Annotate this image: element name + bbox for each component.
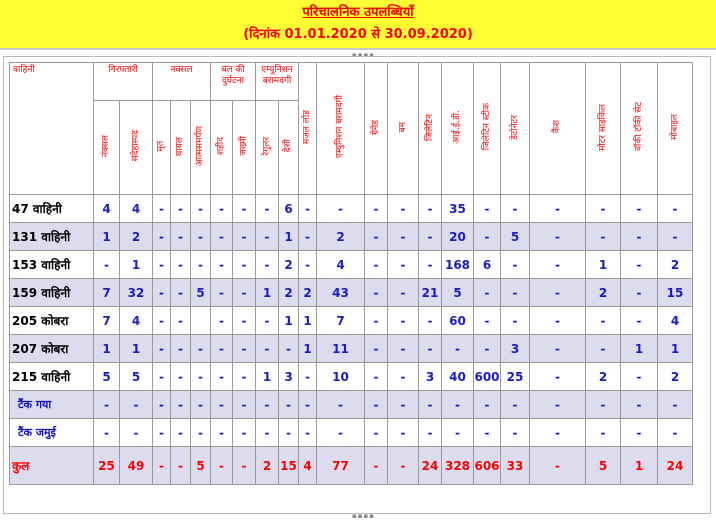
table-cell: - (153, 419, 171, 447)
table-cell: - (365, 363, 388, 391)
table-cell: 5 (501, 223, 530, 251)
table-row (10, 419, 693, 447)
row-label: टैंक गया (10, 391, 94, 419)
table-cell: - (171, 419, 191, 447)
table-cell: 5 (442, 279, 474, 307)
table-cell: 1 (279, 307, 299, 335)
row-label: 153 वाहिनी (10, 251, 94, 279)
table-cell: 10 (317, 363, 365, 391)
table-cell: - (586, 195, 621, 223)
total-cell: 5 (586, 447, 621, 485)
total-cell: 1 (621, 447, 658, 485)
table-cell: 1 (299, 307, 317, 335)
table-cell: 21 (419, 279, 442, 307)
table-cell: - (191, 251, 211, 279)
table-cell: - (621, 419, 658, 447)
col-header-17: डेटोनेटर (501, 63, 530, 195)
table-cell: - (388, 251, 419, 279)
table-cell: - (299, 223, 317, 251)
row-label: 207 कोबरा (10, 335, 94, 363)
table-cell: 1 (279, 223, 299, 251)
table-cell: - (233, 419, 256, 447)
table-cell: - (388, 307, 419, 335)
table-cell: - (94, 391, 120, 419)
table-cell: 1 (94, 335, 120, 363)
col-header-12: ग्रेनेड (365, 63, 388, 195)
table-cell: - (365, 335, 388, 363)
table-cell: - (299, 363, 317, 391)
total-cell: - (153, 447, 171, 485)
table-cell: 7 (94, 307, 120, 335)
table-cell: - (171, 307, 191, 335)
table-cell: - (530, 279, 586, 307)
table-cell: - (365, 279, 388, 307)
total-cell: 606 (474, 447, 501, 485)
table-cell (191, 307, 211, 335)
table-cell: - (191, 195, 211, 223)
table-cell: - (388, 419, 419, 447)
table-cell: - (530, 419, 586, 447)
table-cell: 1 (120, 335, 153, 363)
total-cell: - (211, 447, 233, 485)
table-cell: - (474, 307, 501, 335)
table-cell: - (233, 335, 256, 363)
table-cell: - (153, 223, 171, 251)
title-banner (0, 0, 716, 50)
table-cell: - (233, 307, 256, 335)
table-row (10, 307, 693, 335)
table-cell: - (94, 419, 120, 447)
table-cell: 7 (317, 307, 365, 335)
table-cell: 2 (279, 251, 299, 279)
table-cell: 600 (474, 363, 501, 391)
table-cell: 1 (586, 251, 621, 279)
table-cell: 40 (442, 363, 474, 391)
table-cell: - (233, 251, 256, 279)
table-row (10, 363, 693, 391)
table-cell: - (586, 419, 621, 447)
table-cell: 11 (317, 335, 365, 363)
table-cell: - (299, 391, 317, 419)
table-cell: - (211, 307, 233, 335)
table-cell: 1 (256, 363, 279, 391)
table-cell: 4 (120, 195, 153, 223)
table-cell: - (474, 335, 501, 363)
table-cell: - (530, 363, 586, 391)
table-cell: 4 (120, 307, 153, 335)
total-cell: 4 (299, 447, 317, 485)
table-cell: - (501, 307, 530, 335)
table-cell: - (233, 391, 256, 419)
total-cell: 5 (191, 447, 211, 485)
table-cell: - (279, 419, 299, 447)
table-cell: - (171, 223, 191, 251)
table-row (10, 251, 693, 279)
col-header-1: नक्सल (94, 101, 120, 195)
table-cell: - (586, 307, 621, 335)
total-cell: 25 (94, 447, 120, 485)
table-cell: - (621, 195, 658, 223)
table-cell: - (658, 223, 693, 251)
table-cell: 1 (256, 279, 279, 307)
col-header-18: कैश (530, 63, 586, 195)
table-cell: - (233, 223, 256, 251)
table-cell: - (621, 251, 658, 279)
table-cell: - (621, 307, 658, 335)
table-cell: - (442, 419, 474, 447)
col-header-7: जख्मी (233, 101, 256, 195)
table-cell: 25 (501, 363, 530, 391)
table-cell: 5 (120, 363, 153, 391)
table-cell: - (299, 195, 317, 223)
table-cell: - (171, 335, 191, 363)
table-cell: - (256, 251, 279, 279)
table-cell: 6 (474, 251, 501, 279)
table-cell: - (586, 223, 621, 251)
table-cell: - (474, 279, 501, 307)
total-cell: - (171, 447, 191, 485)
table-cell: - (153, 335, 171, 363)
table-cell: - (211, 251, 233, 279)
table-cell: - (621, 279, 658, 307)
table-cell: - (530, 195, 586, 223)
total-cell: 49 (120, 447, 153, 485)
table-cell: - (211, 279, 233, 307)
table-cell: - (256, 195, 279, 223)
col-header-19: मोटर साइकिल (586, 63, 621, 195)
table-cell: - (120, 391, 153, 419)
col-header-5: आत्मसमर्पण (191, 101, 211, 195)
table-row (10, 335, 693, 363)
table-cell: 60 (442, 307, 474, 335)
row-label: 215 वाहिनी (10, 363, 94, 391)
resize-handle-bottom[interactable]: ▪▪▪▪ (352, 512, 375, 520)
table-cell: - (299, 251, 317, 279)
table-cell: - (586, 335, 621, 363)
table-cell: - (442, 391, 474, 419)
col-header-20: वॉकी टॉकी सेट (621, 63, 658, 195)
col-header-6: शहीद (211, 101, 233, 195)
table-cell: - (419, 195, 442, 223)
table-cell: 2 (279, 279, 299, 307)
table-cell: - (530, 391, 586, 419)
row-label: 205 कोबरा (10, 307, 94, 335)
table-cell: - (153, 279, 171, 307)
table-cell: - (120, 419, 153, 447)
table-cell: - (256, 419, 279, 447)
table-cell: - (191, 223, 211, 251)
arrest-group-header: गिरफ्तारी (94, 63, 153, 101)
table-cell: 5 (191, 279, 211, 307)
table-cell: - (419, 307, 442, 335)
table-cell: - (191, 363, 211, 391)
table-cell: 3 (501, 335, 530, 363)
table-cell: - (317, 391, 365, 419)
table-row (10, 195, 693, 223)
table-cell: - (279, 335, 299, 363)
table-cell: - (153, 391, 171, 419)
table-cell: 43 (317, 279, 365, 307)
table-cell: - (474, 223, 501, 251)
table-cell: 2 (317, 223, 365, 251)
table-cell: 2 (120, 223, 153, 251)
row-label: टैंक जमुई (10, 419, 94, 447)
table-cell: 35 (442, 195, 474, 223)
table-cell: - (256, 391, 279, 419)
table-cell: - (171, 279, 191, 307)
table-cell: - (317, 195, 365, 223)
table-cell: - (317, 419, 365, 447)
table-cell: 3 (419, 363, 442, 391)
table-cell: - (474, 419, 501, 447)
table-cell: 3 (279, 363, 299, 391)
table-cell: - (171, 195, 191, 223)
col-header-10: मजल लोड (299, 63, 317, 195)
table-cell: - (501, 251, 530, 279)
table-cell: - (211, 223, 233, 251)
table-cell: - (171, 391, 191, 419)
table-cell: - (211, 195, 233, 223)
table-cell: 20 (442, 223, 474, 251)
table-cell: - (211, 419, 233, 447)
table-cell: 1 (621, 335, 658, 363)
table-cell: - (621, 223, 658, 251)
table-cell: - (365, 195, 388, 223)
table-row (10, 223, 693, 251)
table-cell: - (658, 419, 693, 447)
date-range-subtitle: (दिनांक 01.01.2020 से 30.09.2020) (243, 27, 473, 42)
table-cell: 1 (299, 335, 317, 363)
col-header-13: बम (388, 63, 419, 195)
table-cell: - (153, 363, 171, 391)
table-cell: - (501, 419, 530, 447)
col-header-2: संदेहास्पद (120, 101, 153, 195)
table-cell: - (419, 223, 442, 251)
table-cell: - (365, 307, 388, 335)
table-cell: 168 (442, 251, 474, 279)
total-row (10, 447, 693, 485)
table-cell: 1 (658, 335, 693, 363)
total-cell: 2 (256, 447, 279, 485)
col-header-8: रेगुलर (256, 101, 279, 195)
table-cell: - (419, 419, 442, 447)
table-cell: - (621, 391, 658, 419)
table-cell: - (153, 195, 171, 223)
table-cell: - (365, 419, 388, 447)
table-cell: - (658, 391, 693, 419)
total-cell: 328 (442, 447, 474, 485)
table-cell: - (211, 363, 233, 391)
table-cell: 2 (586, 363, 621, 391)
table-cell: - (153, 251, 171, 279)
table-cell: 7 (94, 279, 120, 307)
row-label: 159 वाहिनी (10, 279, 94, 307)
table-cell: - (530, 307, 586, 335)
table-cell: - (388, 279, 419, 307)
table-cell: - (233, 363, 256, 391)
total-cell: 24 (419, 447, 442, 485)
table-cell: 1 (120, 251, 153, 279)
table-cell: - (501, 391, 530, 419)
table-cell: - (419, 391, 442, 419)
table-cell: - (442, 335, 474, 363)
table-cell: - (191, 335, 211, 363)
table-cell: - (501, 279, 530, 307)
table-cell: - (171, 363, 191, 391)
table-cell: - (530, 251, 586, 279)
col-header-9: देशी (279, 101, 299, 195)
table-cell: - (191, 391, 211, 419)
table-cell: - (279, 391, 299, 419)
col-header-21: मोबाइल (658, 63, 693, 195)
table-cell: - (365, 223, 388, 251)
total-cell: - (233, 447, 256, 485)
table-cell: - (299, 419, 317, 447)
unit-column-header: वाहिनी (10, 63, 94, 195)
table-cell: - (94, 251, 120, 279)
ammo-recovery-group-header: एम्युनिशन बरामदगी (256, 63, 299, 101)
table-cell: - (171, 251, 191, 279)
total-cell: - (365, 447, 388, 485)
page-title: परिचालनिक उपलब्धियाँ (302, 5, 414, 20)
naxal-group-header: नक्सल (153, 63, 211, 101)
table-row (10, 279, 693, 307)
total-cell: - (388, 447, 419, 485)
table-row (10, 391, 693, 419)
row-label: 131 वाहिनी (10, 223, 94, 251)
total-cell: 15 (279, 447, 299, 485)
table-cell: - (419, 251, 442, 279)
table-cell: - (658, 195, 693, 223)
table-cell: 2 (658, 251, 693, 279)
table-cell: - (211, 391, 233, 419)
table-cell: 4 (317, 251, 365, 279)
table-cell: 15 (658, 279, 693, 307)
table-cell: - (621, 363, 658, 391)
table-cell: - (388, 335, 419, 363)
row-label: 47 वाहिनी (10, 195, 94, 223)
total-cell: 24 (658, 447, 693, 485)
table-cell: 2 (658, 363, 693, 391)
table-cell: - (530, 335, 586, 363)
total-cell: - (530, 447, 586, 485)
table-cell: - (474, 391, 501, 419)
table-cell: - (388, 391, 419, 419)
table-cell: - (256, 307, 279, 335)
table-cell: 4 (658, 307, 693, 335)
table-cell: - (419, 335, 442, 363)
table-cell: - (586, 391, 621, 419)
table-cell: - (388, 195, 419, 223)
force-casualty-group-header: बल की दुर्घटना (211, 63, 256, 101)
table-cell: - (233, 279, 256, 307)
col-header-3: मृत (153, 101, 171, 195)
resize-handle-top[interactable]: ▪▪▪▪ (352, 51, 375, 59)
table-cell: - (153, 307, 171, 335)
total-cell: 77 (317, 447, 365, 485)
table-cell: - (365, 391, 388, 419)
table-cell: - (388, 223, 419, 251)
col-header-4: घायल (171, 101, 191, 195)
table-cell: 4 (94, 195, 120, 223)
table-cell: - (501, 195, 530, 223)
col-header-11: एम्युनिशन बरामदगी (317, 63, 365, 195)
total-label: कुल (10, 447, 94, 485)
total-cell: 33 (501, 447, 530, 485)
table-cell: 6 (279, 195, 299, 223)
col-header-16: जिलेटिन स्टीक (474, 63, 501, 195)
table-cell: - (530, 223, 586, 251)
table-cell: - (388, 363, 419, 391)
table-cell: - (256, 223, 279, 251)
col-header-14: जिलेटिन (419, 63, 442, 195)
achievements-table (9, 62, 693, 485)
table-cell: - (474, 195, 501, 223)
table-cell: - (211, 335, 233, 363)
table-cell: 2 (586, 279, 621, 307)
table-cell: - (233, 195, 256, 223)
table-cell: 1 (94, 223, 120, 251)
table-cell: - (191, 419, 211, 447)
table-cell: 32 (120, 279, 153, 307)
table-cell: - (365, 251, 388, 279)
col-header-15: आई.ई.डी. (442, 63, 474, 195)
table-cell: - (256, 335, 279, 363)
table-cell: 2 (299, 279, 317, 307)
table-cell: 5 (94, 363, 120, 391)
